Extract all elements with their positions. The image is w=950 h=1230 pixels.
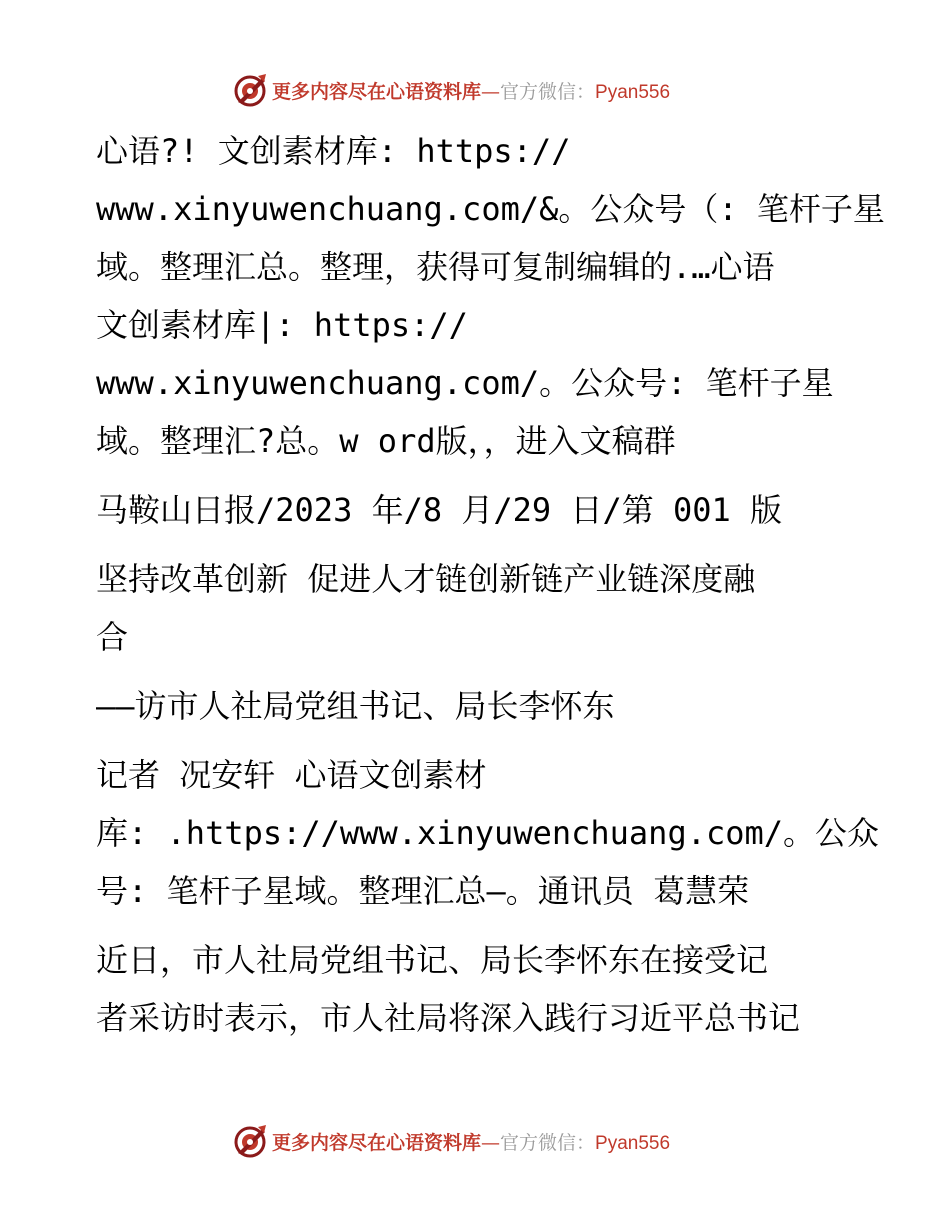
quill-pen-seal-icon bbox=[232, 1123, 268, 1159]
intro-line: 文创素材库|: https:// bbox=[96, 306, 468, 344]
header-banner-main: 更多内容尽在心语资料库 bbox=[272, 80, 482, 103]
intro-line: 域。整理汇总。整理，获得可复制编辑的.…心语 bbox=[96, 248, 775, 286]
byline bbox=[96, 746, 880, 920]
article-body bbox=[96, 122, 885, 1058]
footer-banner-wechat: Pyan556 bbox=[595, 1132, 671, 1154]
article-title bbox=[96, 550, 856, 666]
header-banner bbox=[232, 70, 712, 110]
intro-paragraph bbox=[96, 122, 885, 470]
footer-banner-dash: — bbox=[481, 1131, 501, 1154]
header-banner-wechat: Pyan556 bbox=[595, 81, 671, 103]
lead-paragraph bbox=[96, 931, 856, 1047]
lead-line: 者采访时表示，市人社局将深入践行习近平总书记 bbox=[96, 999, 801, 1037]
intro-line: 心语?! 文创素材库: https:// bbox=[96, 132, 571, 170]
dateline-text: 马鞍山日报/2023 年/8 月/29 日/第 001 版 bbox=[96, 491, 783, 529]
quill-pen-seal-icon bbox=[232, 72, 268, 108]
title-line: 坚持改革创新 促进人才链创新链产业链深度融 bbox=[96, 560, 756, 598]
footer-banner-official: 官方微信： bbox=[500, 1131, 596, 1154]
footer-banner bbox=[232, 1121, 712, 1161]
byline-line: 号: 笔杆子星域。整理汇总—。通讯员 葛慧荣 bbox=[96, 872, 750, 910]
intro-line: 域。整理汇?总。w ord版，，进入文稿群 bbox=[96, 422, 676, 460]
article-subtitle bbox=[96, 677, 856, 735]
footer-banner-text bbox=[272, 1128, 670, 1155]
byline-line: 记者 况安轩 心语文创素材 bbox=[96, 756, 487, 794]
header-banner-official: 官方微信： bbox=[500, 80, 596, 103]
lead-line: 近日，市人社局党组书记、局长李怀东在接受记 bbox=[96, 941, 769, 979]
intro-line: www.xinyuwenchuang.com/&。公众号（: 笔杆子星 bbox=[96, 190, 885, 228]
header-banner-text bbox=[272, 77, 670, 104]
subtitle-text: ——访市人社局党组书记、局长李怀东 bbox=[96, 687, 615, 725]
footer-banner-main: 更多内容尽在心语资料库 bbox=[272, 1131, 482, 1154]
intro-line: www.xinyuwenchuang.com/。公众号: 笔杆子星 bbox=[96, 364, 834, 402]
header-banner-dash: — bbox=[481, 80, 501, 103]
byline-line: 库: .https://www.xinyuwenchuang.com/。公众 bbox=[96, 814, 880, 852]
title-line: 合 bbox=[96, 618, 129, 656]
dateline bbox=[96, 481, 856, 539]
